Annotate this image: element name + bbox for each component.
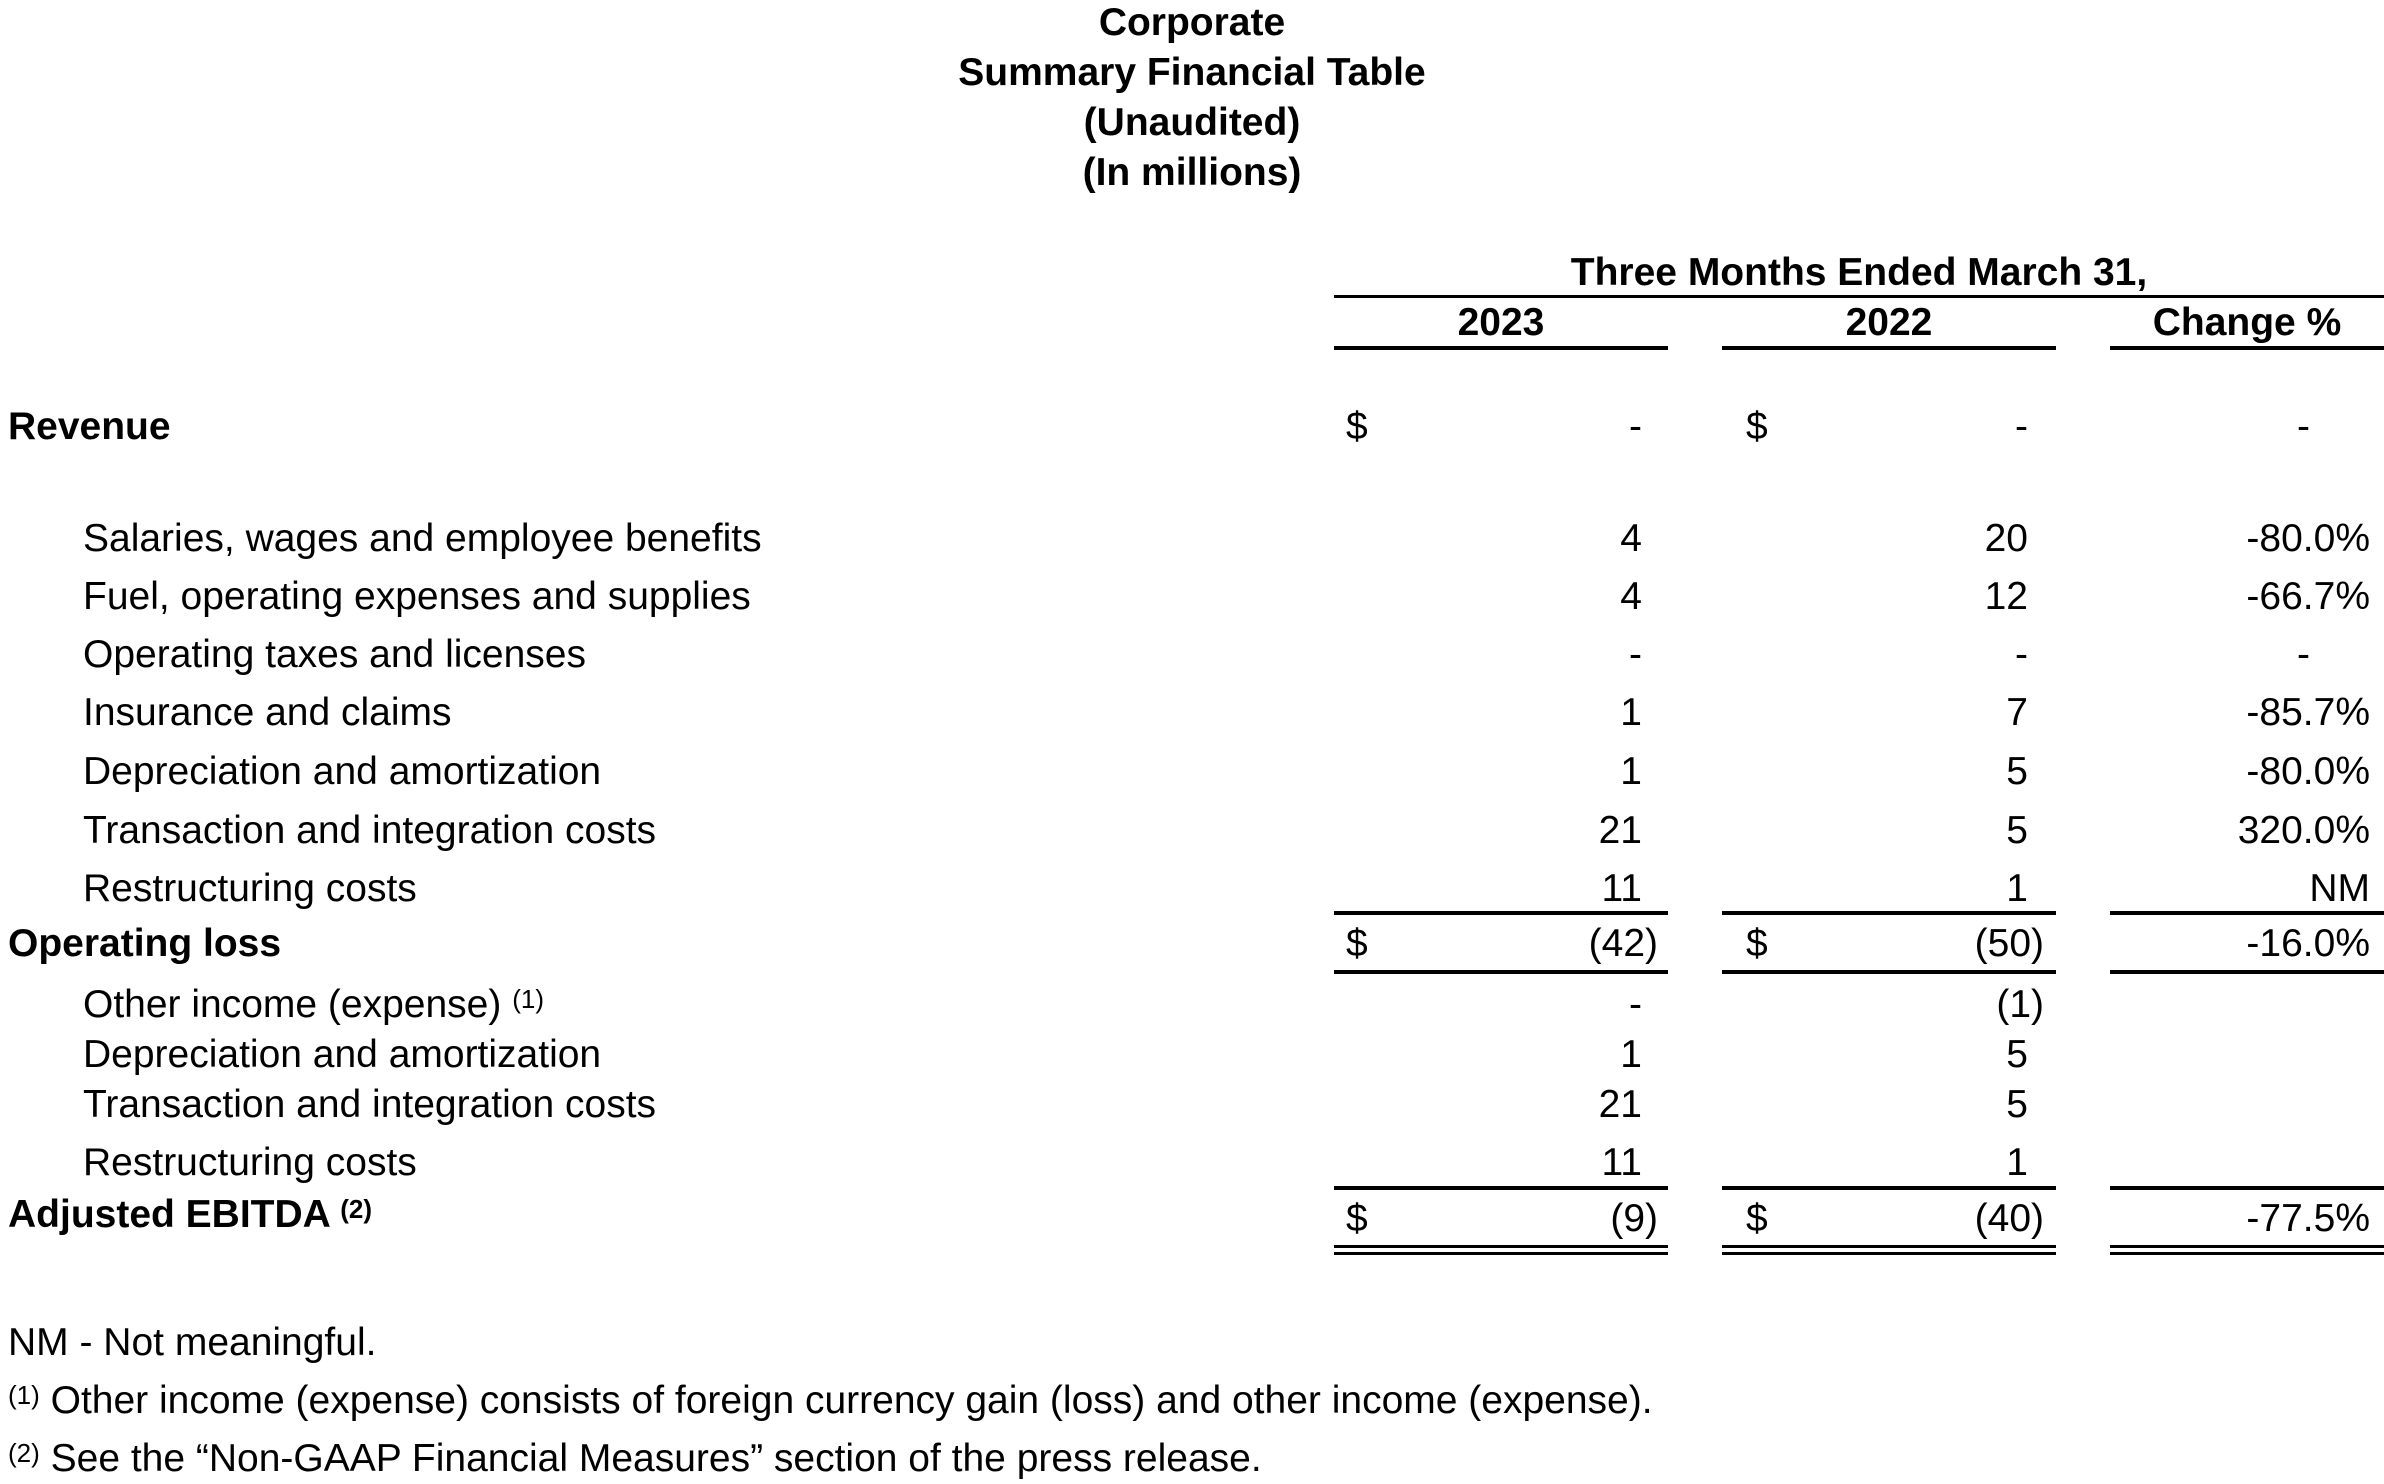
value-2023: 1 — [1620, 750, 1642, 793]
footnote-1-mark: (1) — [8, 1380, 40, 1410]
value-2023: 1 — [1620, 1033, 1642, 1076]
total-line-2022 — [1722, 970, 2056, 974]
col-underline-change — [2110, 346, 2384, 350]
row-label-depreciation: Depreciation and amortization — [83, 750, 602, 793]
value-2022: 5 — [2006, 1033, 2028, 1076]
double-line-top-2022 — [1722, 1245, 2056, 1248]
col-header-2022: 2022 — [1845, 301, 1933, 344]
row-label-adjusted-ebitda — [8, 1192, 372, 1238]
row-label-restructuring: Restructuring costs — [83, 867, 417, 910]
subtotal-line-2022 — [1722, 911, 2056, 915]
other-income-label-text: Other income (expense) — [83, 983, 502, 1026]
subtotal-line-change — [2110, 911, 2384, 915]
col-header-2023: 2023 — [1457, 301, 1545, 344]
row-label-restructuring-2: Restructuring costs — [83, 1141, 417, 1184]
subtotal-line-2023 — [1334, 1186, 1668, 1190]
footnote-ref-2: (2) — [340, 1194, 373, 1224]
value-2022: (1) — [1996, 983, 2044, 1026]
total-line-2023 — [1334, 970, 1668, 974]
footnote-nm: NM - Not meaningful. — [8, 1321, 377, 1364]
value-2022: - — [2015, 633, 2028, 676]
value-2023: 4 — [1620, 575, 1642, 618]
double-line-top-change — [2110, 1245, 2384, 1248]
currency-symbol: $ — [1746, 922, 1768, 965]
value-change: -80.0% — [2246, 517, 2370, 560]
title-line-1: Corporate — [1098, 1, 1286, 44]
value-2022: - — [2015, 405, 2028, 448]
row-label-revenue: Revenue — [8, 405, 171, 448]
value-2022: 20 — [1984, 517, 2028, 560]
adjusted-ebitda-label-text: Adjusted EBITDA — [8, 1193, 330, 1236]
value-2022: 1 — [2006, 867, 2028, 910]
currency-symbol: $ — [1346, 1197, 1368, 1240]
value-2022: 5 — [2006, 809, 2028, 852]
value-2023: 4 — [1620, 517, 1642, 560]
value-change: - — [2297, 405, 2310, 448]
subtotal-line-change — [2110, 1186, 2384, 1190]
row-label-salaries: Salaries, wages and employee benefits — [83, 517, 762, 560]
footnote-1 — [8, 1378, 1653, 1424]
row-label-depreciation-2: Depreciation and amortization — [83, 1033, 602, 1076]
footnote-1-text: Other income (expense) consists of foreign currency gain (loss) and other income (expense). — [39, 1379, 1653, 1422]
subtotal-line-2022 — [1722, 1186, 2056, 1190]
row-label-transaction-2: Transaction and integration costs — [83, 1083, 657, 1126]
value-2023: (9) — [1610, 1197, 1658, 1240]
col-underline-2023 — [1334, 346, 1668, 350]
currency-symbol: $ — [1746, 1197, 1768, 1240]
value-2022: (50) — [1974, 922, 2044, 965]
double-line-bottom-change — [2110, 1252, 2384, 1255]
col-underline-2022 — [1722, 346, 2056, 350]
footnote-2-text: See the “Non-GAAP Financial Measures” section of the press release. — [39, 1437, 1262, 1480]
value-2023: - — [1629, 983, 1642, 1026]
footnote-ref-1: (1) — [512, 984, 544, 1014]
value-2022: 7 — [2006, 691, 2028, 734]
period-header: Three Months Ended March 31, — [1570, 251, 2148, 294]
currency-symbol: $ — [1746, 405, 1768, 448]
subtotal-line-2023 — [1334, 911, 1668, 915]
col-header-change: Change % — [2152, 301, 2342, 344]
currency-symbol: $ — [1346, 922, 1368, 965]
period-underline — [1334, 295, 2384, 298]
footnote-2 — [8, 1436, 1262, 1482]
value-change: NM — [2309, 867, 2370, 910]
double-line-top-2023 — [1334, 1245, 1668, 1248]
value-2023: (42) — [1588, 922, 1658, 965]
value-2022: 12 — [1984, 575, 2028, 618]
value-2022: (40) — [1974, 1197, 2044, 1240]
double-line-bottom-2022 — [1722, 1252, 2056, 1255]
value-change: 320.0% — [2237, 809, 2370, 852]
value-change: -77.5% — [2246, 1197, 2370, 1240]
value-change: - — [2297, 633, 2310, 676]
row-label-fuel: Fuel, operating expenses and supplies — [83, 575, 751, 618]
value-2023: 11 — [1601, 867, 1642, 910]
value-2023: 21 — [1598, 809, 1642, 852]
value-change: -66.7% — [2246, 575, 2370, 618]
value-change: -85.7% — [2246, 691, 2370, 734]
value-change: -80.0% — [2246, 750, 2370, 793]
title-line-2: Summary Financial Table — [958, 51, 1426, 94]
value-2023: 1 — [1620, 691, 1642, 734]
value-2023: - — [1629, 405, 1642, 448]
value-2023: - — [1629, 633, 1642, 676]
value-2023: 11 — [1601, 1141, 1642, 1184]
value-2022: 5 — [2006, 1083, 2028, 1126]
row-label-transaction: Transaction and integration costs — [83, 809, 657, 852]
row-label-insurance: Insurance and claims — [83, 691, 452, 734]
value-2023: 21 — [1598, 1083, 1642, 1126]
double-line-bottom-2023 — [1334, 1252, 1668, 1255]
currency-symbol: $ — [1346, 405, 1368, 448]
value-2022: 5 — [2006, 750, 2028, 793]
row-label-taxes: Operating taxes and licenses — [83, 633, 586, 676]
value-change: -16.0% — [2246, 922, 2370, 965]
footnote-2-mark: (2) — [8, 1438, 40, 1468]
title-line-4: (In millions) — [1082, 151, 1302, 194]
total-line-change — [2110, 970, 2384, 974]
value-2022: 1 — [2006, 1141, 2028, 1184]
title-line-3: (Unaudited) — [1083, 101, 1301, 144]
row-label-operating-loss: Operating loss — [8, 922, 282, 965]
row-label-other-income — [83, 982, 544, 1028]
